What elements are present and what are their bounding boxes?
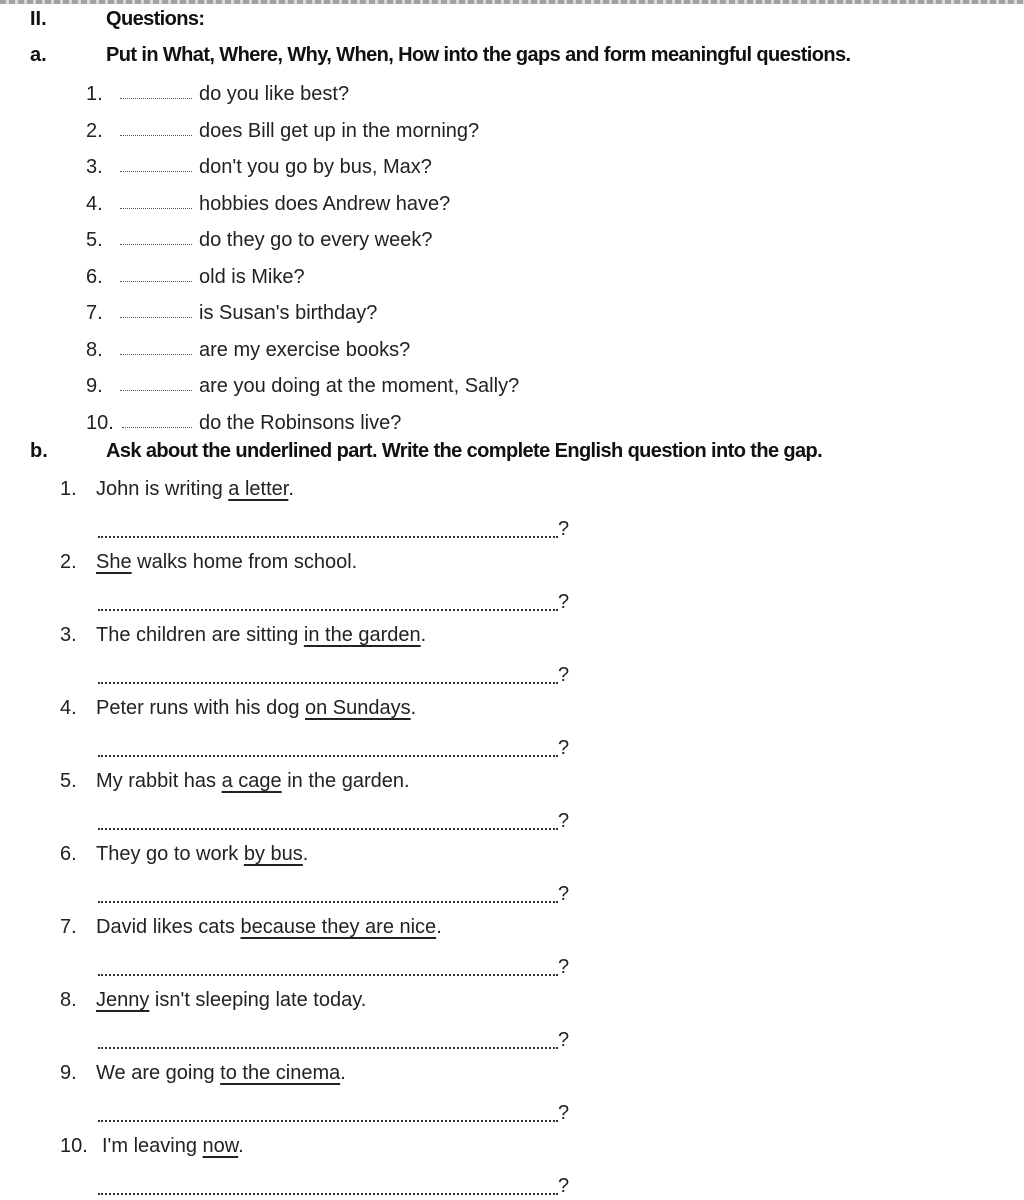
part-b-answer-line[interactable] bbox=[98, 755, 558, 757]
part-b-answer-line[interactable] bbox=[98, 1193, 558, 1195]
part-a-item bbox=[0, 302, 1024, 332]
part-b-item-number: 2. bbox=[60, 551, 77, 573]
part-b-item-number: 6. bbox=[60, 843, 77, 865]
part-a-item bbox=[0, 83, 1024, 113]
part-b-question-mark: ? bbox=[558, 1175, 570, 1197]
part-b-question-mark: ? bbox=[558, 1029, 570, 1051]
part-b-instruction: Ask about the underlined part. Write the complete English question into the gap. bbox=[106, 440, 823, 462]
part-b-question-mark: ? bbox=[558, 956, 570, 978]
part-a-answer-gap[interactable] bbox=[120, 98, 192, 99]
part-b-underlined-part: on Sundays bbox=[305, 697, 411, 719]
part-b-sentence bbox=[102, 1135, 244, 1158]
part-b-underlined-part: to the cinema bbox=[220, 1062, 341, 1084]
part-b-answer-line[interactable] bbox=[98, 974, 558, 976]
part-a-item-number: 6. bbox=[86, 265, 103, 288]
part-a-answer-gap[interactable] bbox=[122, 427, 192, 428]
part-b-item bbox=[0, 478, 1024, 508]
part-b-answer-line[interactable] bbox=[98, 1120, 558, 1122]
part-b-answer-line[interactable] bbox=[98, 682, 558, 684]
part-a-item-number: 2. bbox=[86, 119, 103, 142]
part-b-sentence-start: They go to work bbox=[96, 843, 244, 865]
part-a-item bbox=[0, 266, 1024, 296]
part-b-answer-line[interactable] bbox=[98, 901, 558, 903]
part-b-question-mark: ? bbox=[558, 518, 570, 540]
part-b-sentence-start: My rabbit has bbox=[96, 770, 222, 792]
part-b-underlined-part: a cage bbox=[221, 770, 282, 792]
part-a-item-number: 5. bbox=[86, 229, 103, 251]
part-a-answer-gap[interactable] bbox=[120, 135, 192, 136]
part-b-underlined-part: She bbox=[96, 551, 132, 573]
part-b-sentence bbox=[96, 624, 426, 647]
part-b-item-number: 10. bbox=[60, 1135, 88, 1157]
part-b-sentence-end: isn't sleeping late today. bbox=[149, 989, 367, 1011]
part-b-sentence-end: walks home from school. bbox=[131, 551, 358, 573]
part-b-sentence-end: . bbox=[420, 624, 427, 646]
part-b-sentence-end: . bbox=[302, 843, 309, 865]
part-b-sentence bbox=[96, 989, 366, 1012]
part-a-letter: a. bbox=[30, 44, 47, 66]
part-a-item bbox=[0, 156, 1024, 186]
part-a-item-number: 8. bbox=[86, 338, 103, 361]
part-b-item-number: 5. bbox=[60, 770, 77, 792]
part-b-sentence-end: . bbox=[436, 916, 442, 938]
part-b-underlined-part: in the garden bbox=[303, 624, 421, 646]
part-b-item bbox=[0, 770, 1024, 800]
part-a-answer-gap[interactable] bbox=[120, 171, 192, 172]
part-a-item-text: are you doing at the moment, Sally? bbox=[199, 375, 520, 397]
part-a-item-text: don't you go by bus, Max? bbox=[199, 156, 432, 178]
part-b-item bbox=[0, 551, 1024, 581]
part-b-letter: b. bbox=[30, 440, 48, 462]
part-b-item bbox=[0, 989, 1024, 1019]
part-b-sentence-end: in the garden. bbox=[281, 770, 410, 792]
top-border-divider bbox=[0, 0, 1024, 4]
part-a-item-number: 10. bbox=[86, 411, 114, 434]
part-b-question-mark: ? bbox=[558, 664, 570, 686]
section-title: Questions: bbox=[106, 8, 205, 30]
part-a-item bbox=[0, 375, 1024, 405]
part-b-sentence bbox=[96, 1062, 346, 1085]
part-a-item bbox=[0, 229, 1024, 259]
part-a-item-number: 1. bbox=[86, 83, 103, 105]
part-b-sentence-start: David likes cats bbox=[96, 916, 241, 938]
part-b-sentence-end: . bbox=[288, 478, 294, 500]
part-a-item-number: 9. bbox=[86, 375, 103, 397]
part-a-item-text: hobbies does Andrew have? bbox=[199, 192, 451, 215]
part-b-item bbox=[0, 916, 1024, 946]
part-b-item bbox=[0, 1062, 1024, 1092]
part-a-item-text: are my exercise books? bbox=[199, 338, 411, 361]
part-a-item bbox=[0, 120, 1024, 150]
part-a-item bbox=[0, 193, 1024, 223]
part-a-answer-gap[interactable] bbox=[120, 244, 192, 245]
part-a-answer-gap[interactable] bbox=[120, 354, 192, 355]
part-b-item bbox=[0, 624, 1024, 654]
part-b-underlined-part: a letter bbox=[228, 478, 289, 500]
part-a-item-number: 3. bbox=[86, 156, 103, 178]
part-b-question-mark: ? bbox=[558, 883, 570, 905]
part-b-sentence-start: The children are sitting bbox=[96, 624, 304, 646]
part-b-underlined-part: by bus bbox=[243, 843, 303, 865]
part-b-sentence-end: . bbox=[340, 1062, 346, 1084]
part-a-answer-gap[interactable] bbox=[120, 390, 192, 391]
part-b-answer-line[interactable] bbox=[98, 609, 558, 611]
part-b-underlined-part: now bbox=[202, 1135, 239, 1157]
part-b-item-number: 7. bbox=[60, 916, 77, 938]
part-a-answer-gap[interactable] bbox=[120, 208, 192, 209]
part-b-sentence bbox=[96, 551, 357, 574]
part-b-question-mark: ? bbox=[558, 591, 570, 613]
part-b-item bbox=[0, 843, 1024, 873]
part-b-sentence bbox=[96, 478, 294, 501]
part-a-item bbox=[0, 339, 1024, 369]
part-b-sentence-start: Peter runs with his dog bbox=[96, 697, 305, 719]
part-a-item-text: do you like best? bbox=[199, 83, 350, 105]
part-a-instruction: Put in What, Where, Why, When, How into the gaps and form meaningful questions. bbox=[106, 44, 851, 66]
part-b-question-mark: ? bbox=[558, 737, 570, 759]
part-b-sentence-start: John is writing bbox=[96, 478, 229, 500]
part-b-answer-line[interactable] bbox=[98, 828, 558, 830]
part-b-sentence bbox=[96, 916, 442, 939]
part-b-sentence-start: We are going bbox=[96, 1062, 221, 1084]
part-b-sentence bbox=[96, 697, 416, 720]
part-b-sentence-end: . bbox=[410, 697, 417, 719]
part-a-item-number: 7. bbox=[86, 302, 103, 324]
part-b-item-number: 9. bbox=[60, 1062, 77, 1084]
part-b-sentence-start: I'm leaving bbox=[102, 1135, 203, 1157]
part-a-item-number: 4. bbox=[86, 192, 103, 215]
part-b-sentence-end: . bbox=[238, 1135, 244, 1157]
part-b-underlined-part: because they are nice bbox=[240, 916, 437, 938]
part-b-sentence bbox=[96, 770, 410, 793]
part-b-item bbox=[0, 1135, 1024, 1165]
part-a-answer-gap[interactable] bbox=[120, 317, 192, 318]
part-b-item-number: 1. bbox=[60, 478, 77, 500]
part-b-underlined-part: Jenny bbox=[96, 989, 150, 1011]
part-a-item-text: old is Mike? bbox=[199, 265, 305, 288]
part-b-answer-line[interactable] bbox=[98, 536, 558, 538]
part-b-item bbox=[0, 697, 1024, 727]
part-b-question-mark: ? bbox=[558, 810, 570, 832]
part-b-sentence bbox=[96, 843, 308, 866]
part-b-item-number: 3. bbox=[60, 624, 77, 646]
part-a-item-text: do they go to every week? bbox=[199, 229, 433, 251]
part-a-answer-gap[interactable] bbox=[120, 281, 192, 282]
part-b-answer-line[interactable] bbox=[98, 1047, 558, 1049]
section-number: II. bbox=[30, 8, 47, 30]
part-a-item-text: does Bill get up in the morning? bbox=[199, 119, 480, 142]
part-b-question-mark: ? bbox=[558, 1102, 570, 1124]
part-a-item bbox=[0, 412, 1024, 442]
part-b-item-number: 4. bbox=[60, 697, 77, 719]
part-b-item-number: 8. bbox=[60, 989, 77, 1011]
part-a-item-text: is Susan's birthday? bbox=[199, 302, 378, 324]
part-a-item-text: do the Robinsons live? bbox=[199, 411, 402, 434]
